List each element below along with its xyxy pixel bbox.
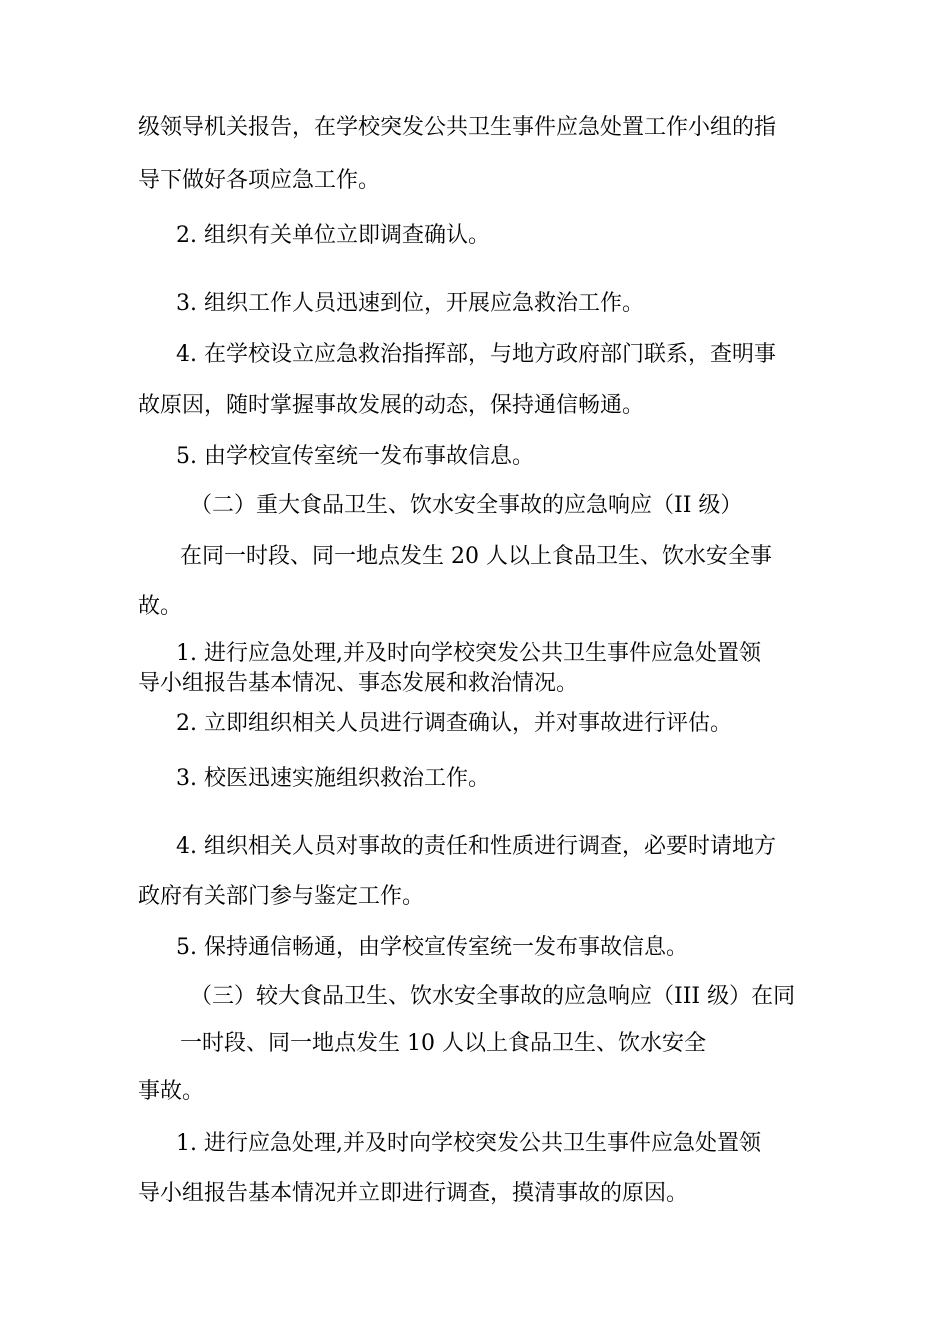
list-item-4: 4. 组织相关人员对事故的责任和性质进行调查，必要时请地方: [176, 834, 776, 859]
text-line: 故原因，随时掌握事故发展的动态，保持通信畅通。: [138, 393, 645, 418]
list-item-5: 5. 由学校宣传室统一发布事故信息。: [176, 444, 534, 469]
paragraph-line: 一时段、同一地点发生 10 人以上食品卫生、饮水安全: [180, 1031, 706, 1056]
text-line: 导下做好各项应急工作。: [138, 168, 381, 193]
text-line: 级领导机关报告，在学校突发公共卫生事件应急处置工作小组的指: [138, 115, 777, 140]
text-line: 导小组报告基本情况、事态发展和救治情况。: [138, 671, 579, 696]
list-item-3: 3. 校医迅速实施组织救治工作。: [176, 766, 490, 791]
section-heading-3: （三）较大食品卫生、饮水安全事故的应急响应（III 级）在同: [190, 984, 796, 1009]
paragraph-line: 在同一时段、同一地点发生 20 人以上食品卫生、饮水安全事: [180, 544, 772, 569]
list-item-3: 3. 组织工作人员迅速到位，开展应急救治工作。: [176, 291, 644, 316]
list-item-5: 5. 保持通信畅通，由学校宣传室统一发布事故信息。: [176, 935, 688, 960]
list-item-4: 4. 在学校设立应急救治指挥部，与地方政府部门联系，查明事: [176, 342, 776, 367]
text-line: 导小组报告基本情况并立即进行调查，摸清事故的原因。: [138, 1181, 689, 1206]
list-item-2: 2. 组织有关单位立即调查确认。: [176, 223, 490, 248]
section-heading-2: （二）重大食品卫生、饮水安全事故的应急响应（II 级）: [190, 493, 743, 518]
text-line: 政府有关部门参与鉴定工作。: [138, 884, 425, 909]
text-line: 事故。: [138, 1079, 205, 1104]
list-item-1: 1. 进行应急处理,并及时向学校突发公共卫生事件应急处置领: [176, 641, 761, 666]
list-item-2: 2. 立即组织相关人员进行调查确认，并对事故进行评估。: [176, 711, 732, 736]
text-line: 故。: [138, 594, 183, 619]
list-item-1: 1. 进行应急处理,并及时向学校突发公共卫生事件应急处置领: [176, 1131, 761, 1156]
